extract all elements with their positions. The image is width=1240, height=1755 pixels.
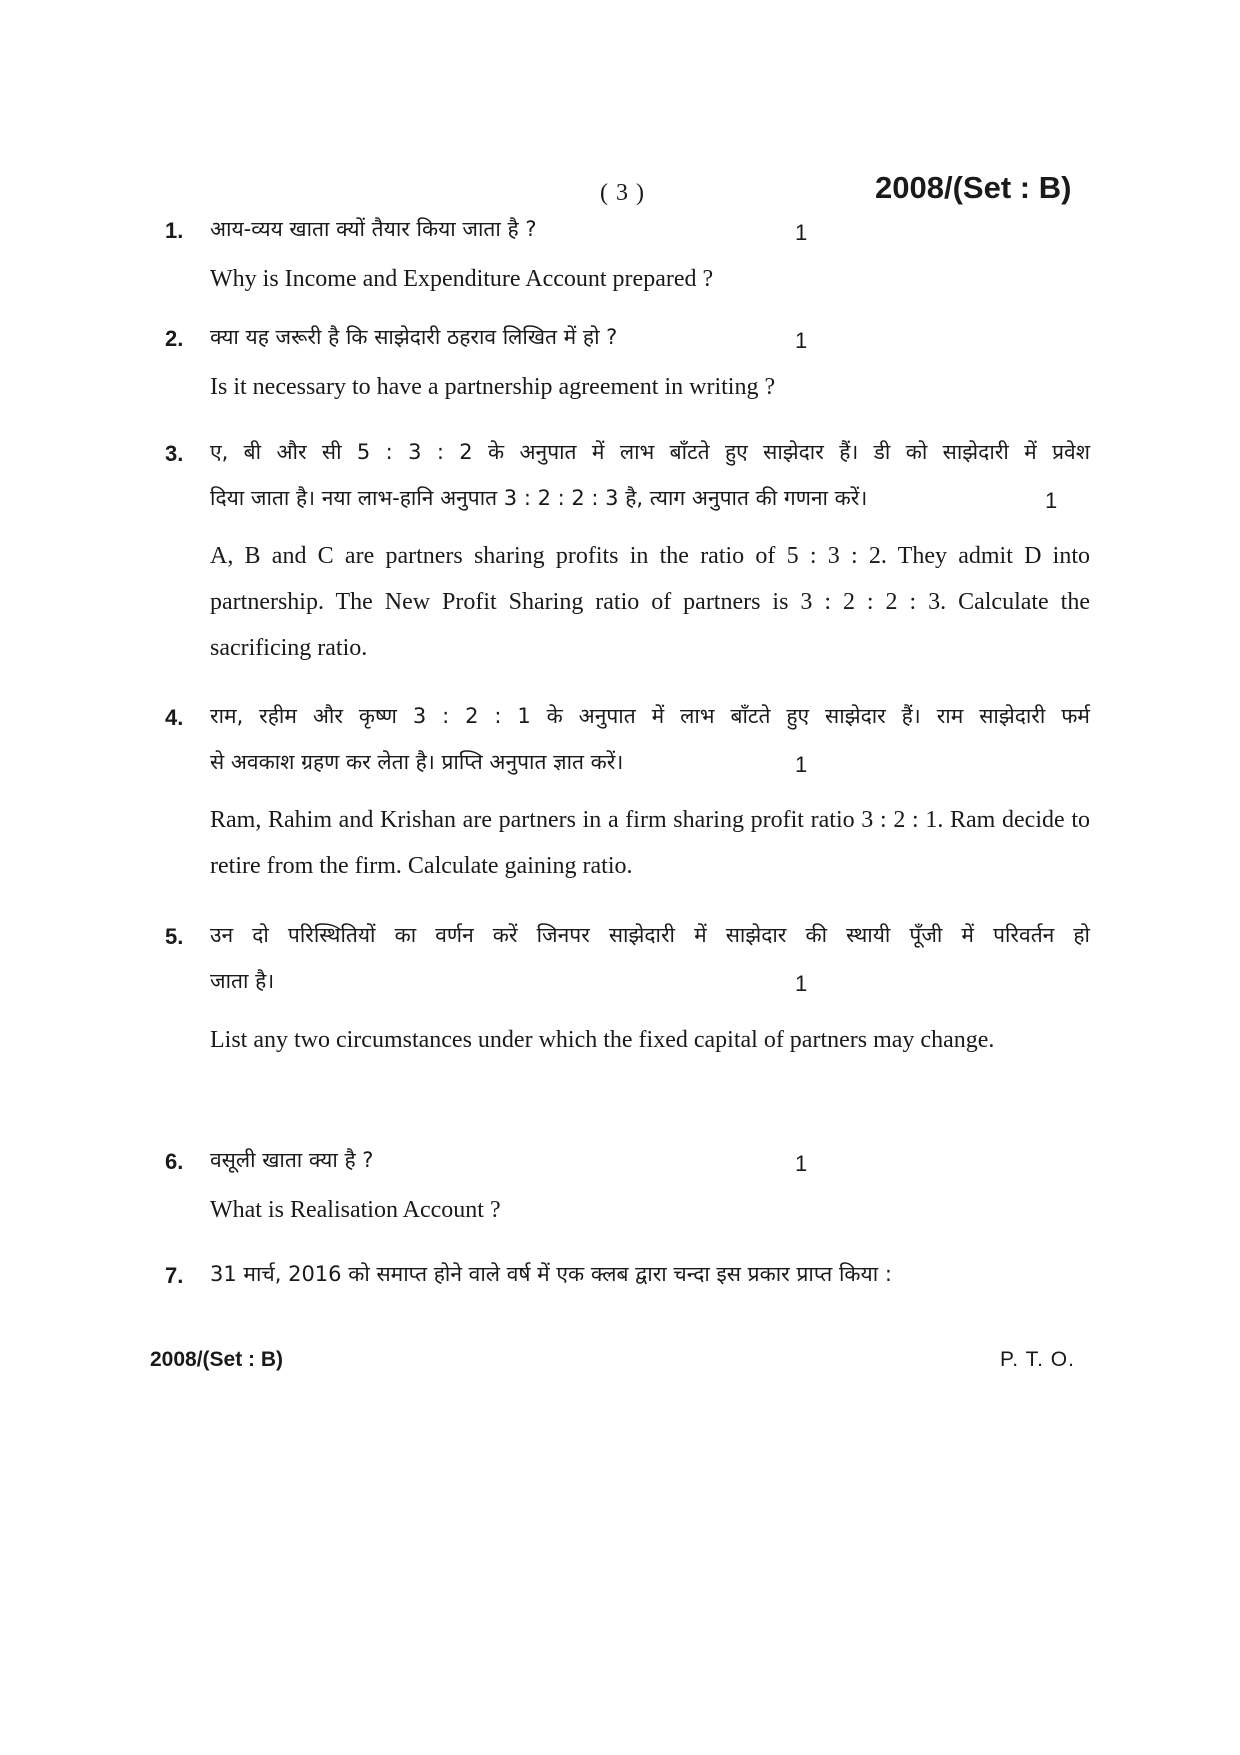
page-number: ( 3 ) [600, 180, 645, 206]
question-5-hindi-line-2: जाता है। [210, 969, 275, 993]
question-5-marks: 1 [795, 971, 808, 996]
question-4-hindi-line-1: राम, रहीम और कृष्ण 3 : 2 : 1 के अनुपात में लाभ बाँटते हुए साझेदार हैं। राम साझेदारी फर्म [210, 704, 1090, 728]
set-code-footer: 2008/(Set : B) [150, 1348, 284, 1371]
question-2-number: 2. [165, 326, 184, 351]
question-3-english: A, B and C are partners sharing profits in the ratio of 5 : 3 : 2. They admit D into partnership. The New Profit Sharing ratio of partners is 3 : 2 : 2 : 3. Calculate the sacrificing ratio. [210, 543, 1090, 661]
question-7-hindi: 31 मार्च, 2016 को समाप्त होने वाले वर्ष में एक क्लब द्वारा चन्दा इस प्रकार प्राप्त किया : [210, 1262, 892, 1286]
question-6-hindi: वसूली खाता क्या है ? [210, 1148, 374, 1172]
question-5-number: 5. [165, 924, 184, 949]
question-2-marks: 1 [795, 328, 808, 353]
question-2-english: Is it necessary to have a partnership agreement in writing ? [210, 374, 776, 400]
question-6-english: What is Realisation Account ? [210, 1197, 501, 1223]
question-6-number: 6. [165, 1149, 184, 1174]
set-code-header: 2008/(Set : B) [875, 170, 1072, 205]
question-7-number: 7. [165, 1263, 184, 1288]
question-4-english: Ram, Rahim and Krishan are partners in a firm sharing profit ratio 3 : 2 : 1. Ram decide to retire from the firm. Calculate gaining ratio. [210, 807, 1090, 879]
question-1-hindi: आय-व्यय खाता क्यों तैयार किया जाता है ? [210, 217, 537, 241]
question-6-marks: 1 [795, 1151, 808, 1176]
question-4-number: 4. [165, 705, 184, 730]
pto-label: P. T. O. [1000, 1348, 1075, 1371]
question-3-hindi-line-2: दिया जाता है। नया लाभ-हानि अनुपात 3 : 2 : 2 : 3 है, त्याग अनुपात की गणना करें। [210, 486, 868, 510]
question-3-number: 3. [165, 441, 184, 466]
question-4-hindi-line-2: से अवकाश ग्रहण कर लेता है। प्राप्ति अनुपात ज्ञात करें। [210, 750, 624, 774]
question-5-hindi-line-1: उन दो परिस्थितियों का वर्णन करें जिनपर साझेदारी में साझेदार की स्थायी पूँजी में परिवर्तन हो [210, 923, 1090, 947]
question-1-number: 1. [165, 218, 184, 243]
question-5-english: List any two circumstances under which the fixed capital of partners may change. [210, 1027, 995, 1053]
question-1-marks: 1 [795, 220, 808, 245]
question-2-hindi: क्या यह जरूरी है कि साझेदारी ठहराव लिखित में हो ? [210, 325, 618, 349]
question-3-marks: 1 [1045, 488, 1058, 513]
question-3-hindi-line-1: ए, बी और सी 5 : 3 : 2 के अनुपात में लाभ बाँटते हुए साझेदार हैं। डी को साझेदारी में प्रवेश [210, 440, 1090, 464]
question-4-marks: 1 [795, 752, 808, 777]
question-1-english: Why is Income and Expenditure Account prepared ? [210, 266, 714, 292]
